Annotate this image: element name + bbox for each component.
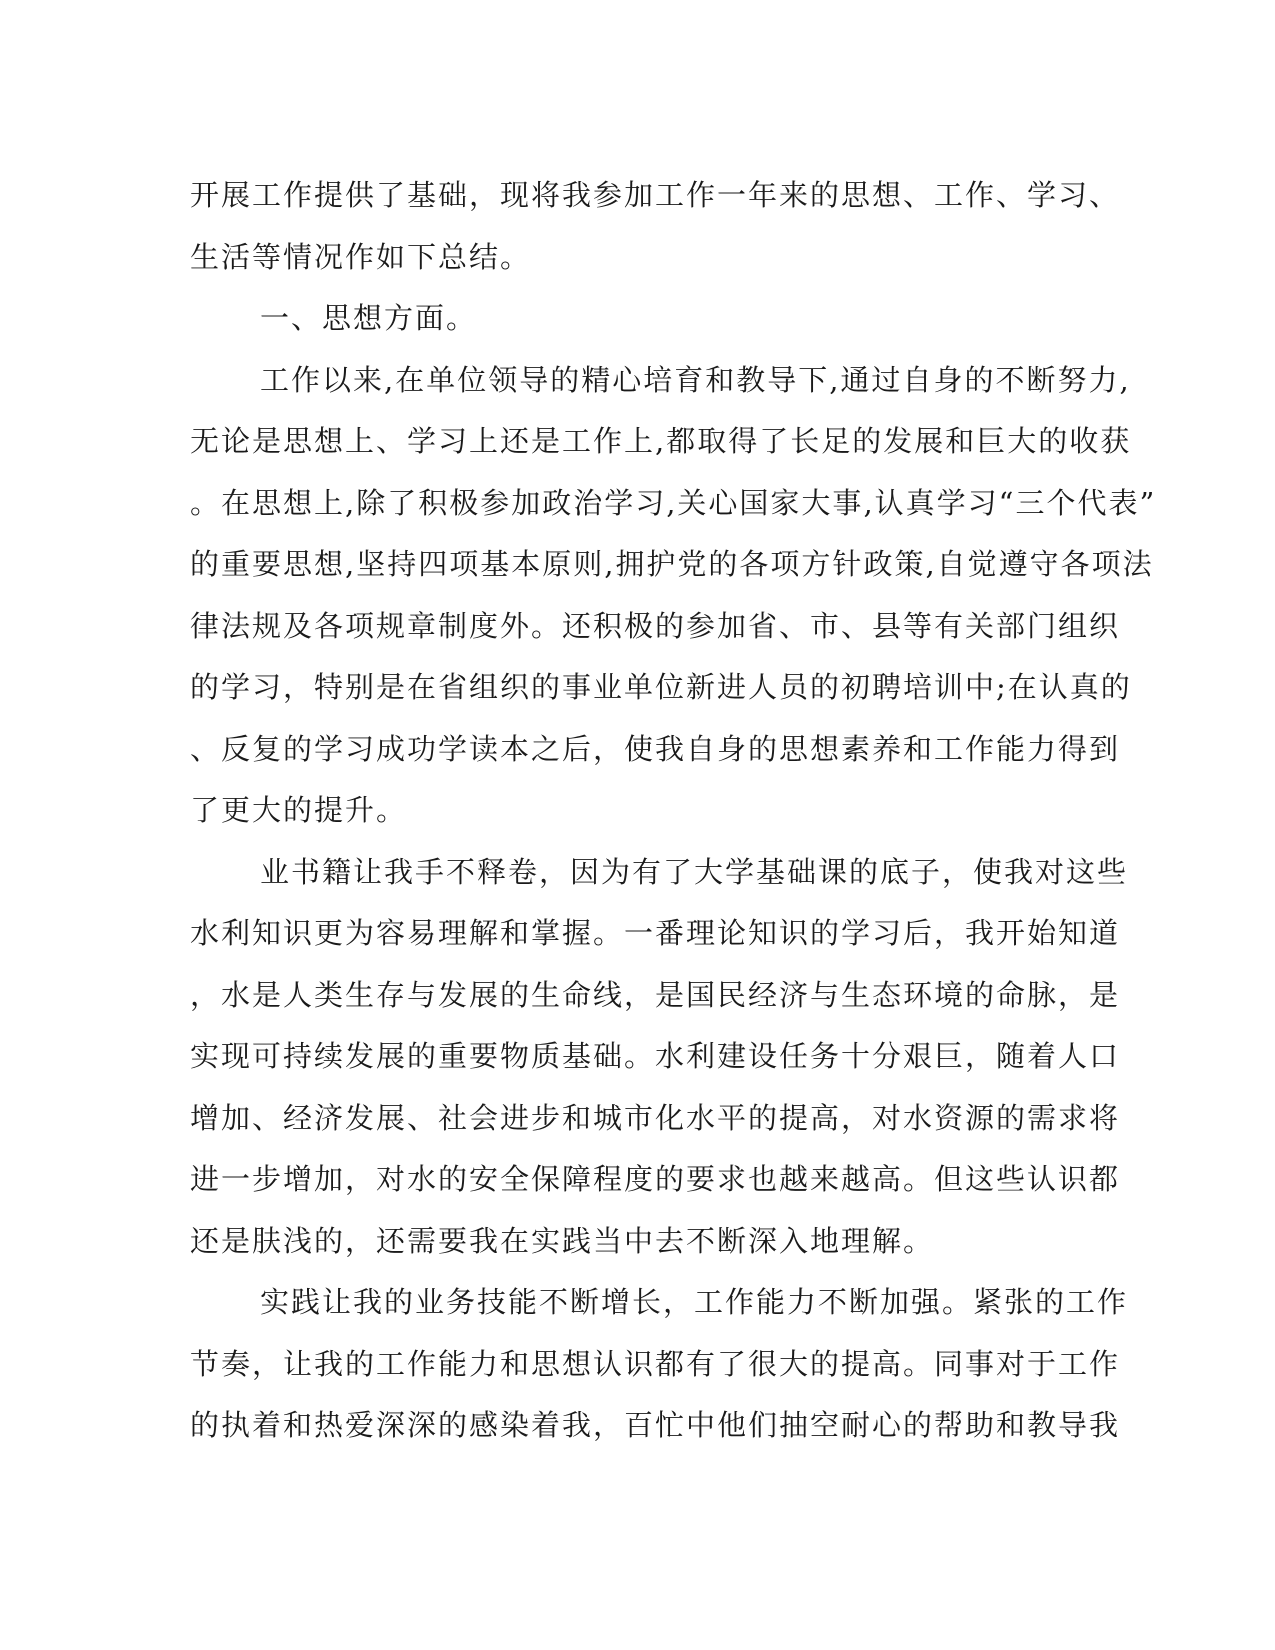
text-line: 的重要思想,坚持四项基本原则,拥护党的各项方针政策,自觉遵守各项法: [190, 547, 1154, 581]
text-line: 还是肤浅的，还需要我在实践当中去不断深入地理解。: [190, 1223, 935, 1258]
text-line: 生活等情况作如下总结。: [190, 239, 532, 274]
text-line: 、反复的学习成功学读本之后，使我自身的思想素养和工作能力得到: [190, 731, 1121, 766]
text-line: 实践让我的业务技能不断增长，工作能力不断加强。紧张的工作: [260, 1285, 1129, 1319]
text-line: 实现可持续发展的重要物质基础。水利建设任务十分艰巨，随着人口: [190, 1039, 1121, 1073]
text-line: 节奏，让我的工作能力和思想认识都有了很大的提高。同事对于工作: [190, 1346, 1121, 1381]
section-heading: 一、思想方面。: [260, 301, 478, 335]
text-line: 业书籍让我手不释卷，因为有了大学基础课的底子，使我对这些: [260, 854, 1129, 889]
text-line: 的执着和热爱深深的感染着我，百忙中他们抽空耐心的帮助和教导我: [190, 1408, 1121, 1442]
text-line: 。在思想上,除了积极参加政治学习,关心国家大事,认真学习“三个代表”: [190, 485, 1157, 520]
text-line: 工作以来,在单位领导的精心培育和教导下,通过自身的不断努力,: [260, 362, 1131, 397]
text-line: 增加、经济发展、社会进步和城市化水平的提高，对水资源的需求将: [190, 1100, 1121, 1135]
text-line: 的学习，特别是在省组织的事业单位新进人员的初聘培训中;在认真的: [190, 670, 1132, 704]
text-line: 开展工作提供了基础，现将我参加工作一年来的思想、工作、学习、: [190, 178, 1121, 212]
document-body: [190, 165, 1157, 1457]
text-line: 水利知识更为容易理解和掌握。一番理论知识的学习后，我开始知道: [190, 916, 1121, 950]
text-line: 无论是思想上、学习上还是工作上,都取得了长足的发展和巨大的收获: [190, 424, 1132, 458]
text-line: 律法规及各项规章制度外。还积极的参加省、市、县等有关部门组织: [190, 608, 1121, 643]
text-line: ，水是人类生存与发展的生命线，是国民经济与生态环境的命脉，是: [190, 977, 1121, 1012]
text-line: 了更大的提升。: [190, 793, 408, 827]
text-line: 进一步增加，对水的安全保障程度的要求也越来越高。但这些认识都: [190, 1162, 1121, 1196]
